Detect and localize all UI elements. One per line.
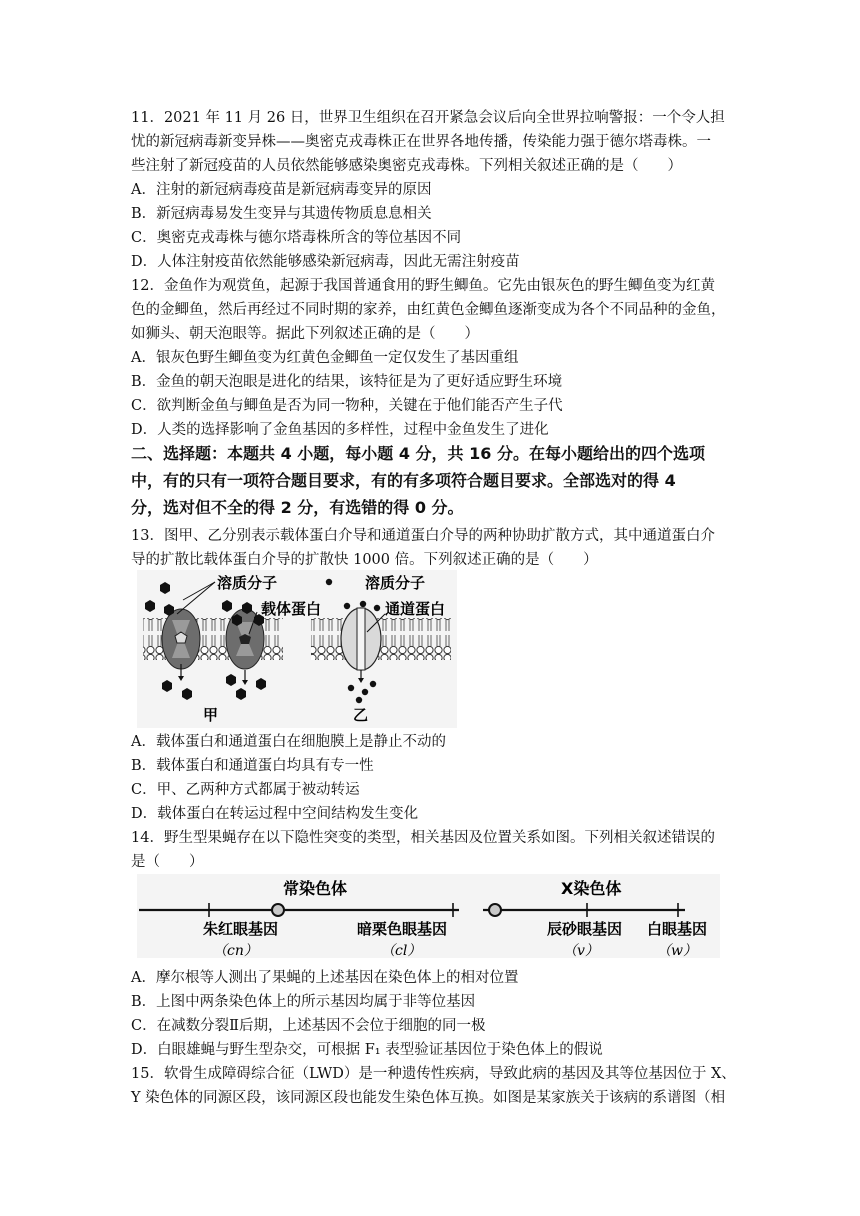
q11-option-b: B．新冠病毒易发生变异与其遗传物质息息相关 xyxy=(131,206,432,222)
q12-option-d: D．人类的选择影响了金鱼基因的多样性，过程中金鱼发生了进化 xyxy=(131,422,549,438)
label-gene-w: 白眼基因 xyxy=(647,920,708,938)
q13-option-b: B．载体蛋白和通道蛋白均具有专一性 xyxy=(131,758,374,774)
section2-heading-line3: 分，选对但不全的得 2 分，有选错的得 0 分。 xyxy=(131,498,464,517)
q15-stem-line2: Y 染色体的同源区段，该同源区段也能发生染色体互换。如图是某家族关于该病的系谱图（相 xyxy=(131,1090,726,1106)
label-autosome: 常染色体 xyxy=(283,879,348,898)
q14-option-d: D．白眼雄蝇与野生型杂交，可根据 F₁ 表型验证基因位于染色体上的假说 xyxy=(131,1042,603,1058)
label-gene-cl-symbol: （cl） xyxy=(381,943,422,958)
x-centromere xyxy=(489,904,501,916)
q13-option-d: D．载体蛋白在转运过程中空间结构发生变化 xyxy=(131,806,419,822)
label-gene-cn-symbol: （cn） xyxy=(213,943,258,958)
q12-option-b: B．金鱼的朝天泡眼是进化的结果，该特征是为了更好适应野生环境 xyxy=(131,374,563,390)
label-gene-w-symbol: （w） xyxy=(657,943,697,958)
autosome-centromere xyxy=(272,904,284,916)
q11-stem-line2: 忧的新冠病毒新变异株——奥密克戎毒株正在世界各地传播，传染能力强于德尔塔毒株。一 xyxy=(131,134,711,150)
membrane-transport-figure xyxy=(137,570,457,728)
q14-stem-line1: 14．野生型果蝇存在以下隐性突变的类型，相关基因及位置关系如图。下列相关叙述错误的 xyxy=(131,830,715,846)
q13-option-c: C．甲、乙两种方式都属于被动转运 xyxy=(131,782,360,798)
label-carrier-protein: 载体蛋白 xyxy=(261,600,322,618)
label-jia: 甲 xyxy=(203,706,219,724)
q11-option-c: C．奥密克戎毒株与德尔塔毒株所含的等位基因不同 xyxy=(131,230,462,246)
section2-heading-line1: 二、选择题：本题共 4 小题，每小题 4 分，共 16 分。在每小题给出的四个选项 xyxy=(131,444,705,463)
q15-stem-line1: 15．软骨生成障碍综合征（LWD）是一种遗传性疾病，导致此病的基因及其等位基因位于 X、 xyxy=(131,1066,736,1082)
q14-option-b: B．上图中两条染色体上的所示基因均属于非等位基因 xyxy=(131,994,476,1010)
label-yi: 乙 xyxy=(353,706,369,724)
q12-stem-line3: 如狮头、朝天泡眼等。据此下列叙述正确的是（ ） xyxy=(131,326,479,342)
label-solute-left: 溶质分子 xyxy=(217,574,278,592)
q14-option-a: A．摩尔根等人测出了果蝇的上述基因在染色体上的相对位置 xyxy=(131,970,519,986)
q13-stem-line1: 13．图甲、乙分别表示载体蛋白介导和通道蛋白介导的两种协助扩散方式，其中通道蛋白介 xyxy=(131,528,715,544)
q13-option-a: A．载体蛋白和通道蛋白在细胞膜上是静止不动的 xyxy=(131,734,446,750)
label-channel-protein: 通道蛋白 xyxy=(385,600,446,618)
q11-option-d: D．人体注射疫苗依然能够感染新冠病毒，因此无需注射疫苗 xyxy=(131,254,520,270)
chromosome-gene-map-figure xyxy=(137,874,720,958)
label-gene-cn: 朱红眼基因 xyxy=(203,920,279,938)
label-gene-cl: 暗栗色眼基因 xyxy=(357,920,448,938)
q13-stem-line2: 导的扩散比载体蛋白介导的扩散快 1000 倍。下列叙述正确的是（ ） xyxy=(131,552,598,568)
q11-stem-line3: 些注射了新冠疫苗的人员依然能够感染奥密克戎毒株。下列相关叙述正确的是（ ） xyxy=(131,158,682,174)
label-x-chromosome: X染色体 xyxy=(561,879,622,898)
q12-stem-line1: 12．金鱼作为观赏鱼，起源于我国普通食用的野生鲫鱼。它先由银灰色的野生鲫鱼变为红黄 xyxy=(131,278,715,294)
q14-stem-line2: 是（ ） xyxy=(131,854,204,870)
label-gene-v: 辰砂眼基因 xyxy=(547,920,623,938)
q11-option-a: A．注射的新冠病毒疫苗是新冠病毒变异的原因 xyxy=(131,182,432,198)
q12-option-c: C．欲判断金鱼与鲫鱼是否为同一物种，关键在于他们能否产生子代 xyxy=(131,398,563,414)
label-solute-right: 溶质分子 xyxy=(365,574,426,592)
q12-stem-line2: 色的金鲫鱼，然后再经过不同时期的家养，由红黄色金鲫鱼逐渐变成为各个不同品种的金鱼， xyxy=(131,302,726,318)
label-gene-v-symbol: （v） xyxy=(563,943,599,958)
q14-option-c: C．在减数分裂Ⅱ后期，上述基因不会位于细胞的同一极 xyxy=(131,1018,486,1034)
q11-stem-line1: 11．2021 年 11 月 26 日，世界卫生组织在召开紧急会议后向全世界拉响警报：一个令人担 xyxy=(131,110,725,126)
q12-option-a: A．银灰色野生鲫鱼变为红黄色金鲫鱼一定仅发生了基因重组 xyxy=(131,350,519,366)
section2-heading-line2: 中，有的只有一项符合题目要求，有的有多项符合题目要求。全部选对的得 4 xyxy=(131,471,676,490)
